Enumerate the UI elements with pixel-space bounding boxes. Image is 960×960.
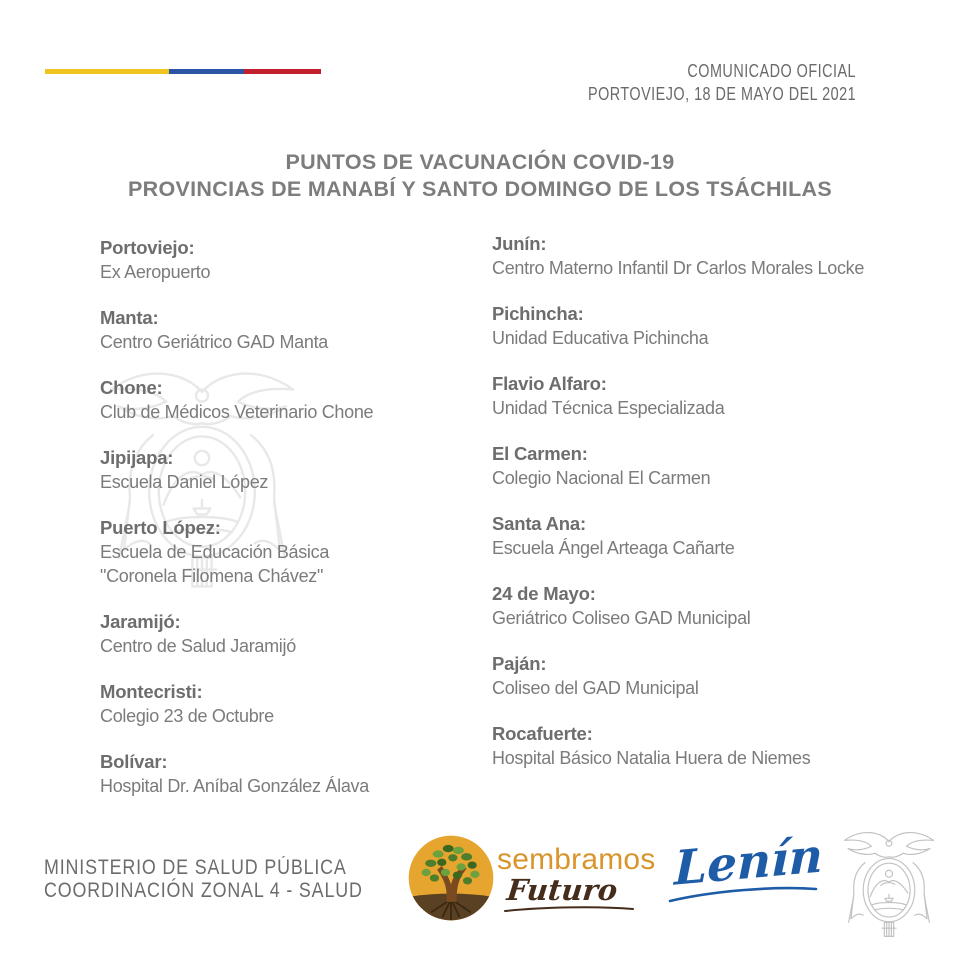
city-label: El Carmen:: [492, 443, 588, 464]
city-label: Flavio Alfaro:: [492, 373, 607, 394]
city-label: Chone:: [100, 377, 163, 398]
lenin-signature: [668, 828, 824, 904]
city-label: Puerto López:: [100, 517, 221, 538]
location-label: Escuela Daniel López: [100, 472, 269, 492]
vaccination-point: [492, 652, 932, 700]
location-label: Hospital Básico Natalia Huera de Niemes: [492, 748, 811, 768]
city-label: Paján:: [492, 653, 547, 674]
location-label: Escuela Ángel Arteaga Cañarte: [492, 538, 735, 558]
ministry-footer: [44, 856, 363, 902]
title-line1: PUNTOS DE VACUNACIÓN COVID-19: [285, 150, 675, 174]
tree-logo: [405, 832, 497, 924]
ministry-line1: MINISTERIO DE SALUD PÚBLICA: [44, 856, 347, 879]
location-label: Colegio Nacional El Carmen: [492, 468, 711, 488]
city-label: 24 de Mayo:: [492, 583, 596, 604]
coat-of-arms-icon: [833, 824, 945, 944]
location-label: Ex Aeropuerto: [100, 262, 211, 282]
vaccination-point: [100, 516, 480, 588]
flag-yellow-segment: [45, 69, 169, 74]
sembramos-futuro-logo: [497, 843, 656, 913]
location-label: Colegio 23 de Octubre: [100, 706, 274, 726]
vaccination-point: [492, 302, 932, 350]
vaccination-point: [492, 232, 932, 280]
vaccination-point: [492, 372, 932, 420]
location-label: Centro Materno Infantil Dr Carlos Morales Locke: [492, 258, 865, 278]
flag-blue-segment: [169, 69, 244, 74]
vaccination-point: [492, 722, 932, 770]
location-label: Coliseo del GAD Municipal: [492, 678, 699, 698]
lenin-wordmark: Lenín: [673, 828, 824, 897]
vaccination-point: [100, 680, 480, 728]
location-label: Hospital Dr. Aníbal González Álava: [100, 776, 369, 796]
location-label: Escuela de Educación Básica: [100, 542, 330, 562]
location-label: Club de Médicos Veterinario Chone: [100, 402, 374, 422]
city-label: Junín:: [492, 233, 547, 254]
location-label: Centro Geriátrico GAD Manta: [100, 332, 328, 352]
location-label: Geriátrico Coliseo GAD Municipal: [492, 608, 751, 628]
vaccination-point: [100, 376, 480, 424]
vaccination-point: [100, 306, 480, 354]
vaccination-point: [492, 582, 932, 630]
location-label: Unidad Técnica Especializada: [492, 398, 725, 418]
vaccination-point: [492, 512, 932, 560]
city-label: Santa Ana:: [492, 513, 586, 534]
location-label: "Coronela Filomena Chávez": [100, 566, 324, 586]
city-label: Montecristi:: [100, 681, 203, 702]
city-label: Pichincha:: [492, 303, 584, 324]
vaccination-point: [100, 236, 480, 284]
city-label: Jaramijó:: [100, 611, 181, 632]
city-label: Rocafuerte:: [492, 723, 593, 744]
date-line: PORTOVIEJO, 18 DE MAYO DEL 2021: [587, 84, 856, 104]
city-label: Bolívar:: [100, 751, 168, 772]
vaccination-points-left-column: [100, 236, 480, 820]
header-block: [588, 60, 856, 106]
vaccination-point: [100, 750, 480, 798]
city-label: Manta:: [100, 307, 159, 328]
city-label: Portoviejo:: [100, 237, 195, 258]
sembramos-wordmark: sembramos: [497, 843, 656, 876]
vaccination-point: [100, 446, 480, 494]
futuro-wordmark: Futuro: [505, 873, 620, 907]
location-label: Centro de Salud Jaramijó: [100, 636, 296, 656]
page-title: [0, 149, 960, 203]
comunicado-label: COMUNICADO OFICIAL: [687, 61, 856, 81]
city-label: Jipijapa:: [100, 447, 174, 468]
vaccination-point: [492, 442, 932, 490]
title-line2: PROVINCIAS DE MANABÍ Y SANTO DOMINGO DE LOS TSÁCHILAS: [128, 177, 832, 201]
vaccination-points-right-column: [492, 232, 932, 792]
ecuador-flag-bar: [45, 69, 321, 74]
ministry-line2: COORDINACIÓN ZONAL 4 - SALUD: [44, 879, 363, 902]
vaccination-point: [100, 610, 480, 658]
flag-red-segment: [244, 69, 321, 74]
location-label: Unidad Educativa Pichincha: [492, 328, 709, 348]
